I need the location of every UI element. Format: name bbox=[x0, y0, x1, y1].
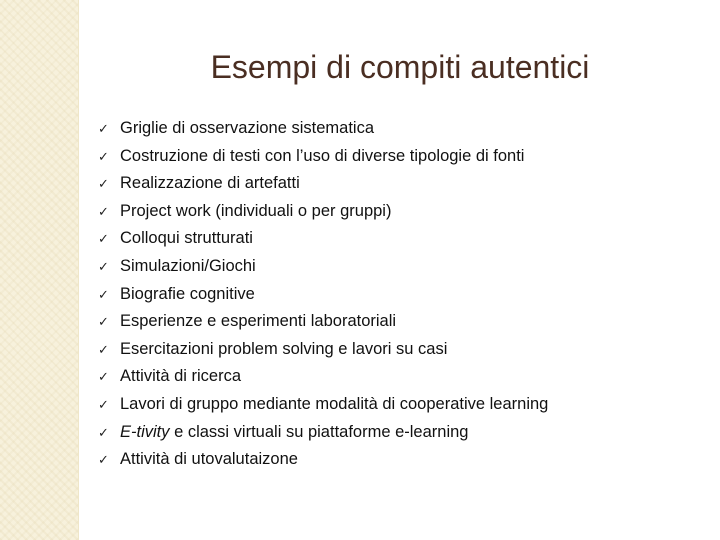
check-icon: ✓ bbox=[98, 258, 109, 274]
list-item-rest: e classi virtuali su piattaforme e-learning bbox=[169, 422, 469, 441]
slide-title: Esempi di compiti autentici bbox=[210, 49, 590, 85]
list-item bbox=[98, 308, 548, 336]
list-item bbox=[98, 198, 548, 226]
list-item bbox=[98, 115, 548, 143]
list-item-text: Attività di ricerca bbox=[120, 367, 242, 386]
list-item-text: Costruzione di testi con l’uso di diverse tipologie di fonti bbox=[120, 146, 525, 165]
check-icon: ✓ bbox=[98, 369, 109, 385]
check-icon: ✓ bbox=[98, 452, 109, 468]
list-item bbox=[98, 336, 548, 364]
list-item-text: Simulazioni/Giochi bbox=[120, 256, 256, 275]
list-item-text: Realizzazione di artefatti bbox=[120, 174, 300, 193]
check-icon: ✓ bbox=[98, 176, 109, 192]
list-item bbox=[98, 253, 548, 281]
bullet-list bbox=[98, 115, 548, 474]
list-item-text: Esperienze e esperimenti laboratoriali bbox=[120, 312, 397, 331]
list-item bbox=[98, 363, 548, 391]
check-icon: ✓ bbox=[98, 314, 109, 330]
decorative-side-band bbox=[0, 0, 79, 540]
check-icon: ✓ bbox=[98, 396, 109, 412]
list-item bbox=[98, 170, 548, 198]
list-item-text: Project work (individuali o per gruppi) bbox=[120, 201, 392, 220]
list-item-text: Colloqui strutturati bbox=[120, 229, 253, 248]
list-item bbox=[98, 143, 548, 171]
list-item-text: Griglie di osservazione sistematica bbox=[120, 119, 375, 137]
list-item-text: Esercitazioni problem solving e lavori su casi bbox=[120, 339, 448, 358]
check-icon: ✓ bbox=[98, 424, 109, 440]
check-icon: ✓ bbox=[98, 286, 109, 302]
list-item bbox=[98, 446, 548, 474]
list-item bbox=[98, 225, 548, 253]
list-item-text bbox=[120, 419, 468, 447]
list-item-text: Biografie cognitive bbox=[120, 284, 255, 303]
list-item-emphasis: E-tivity bbox=[120, 422, 170, 441]
list-item bbox=[98, 281, 548, 309]
check-icon: ✓ bbox=[98, 148, 109, 164]
check-icon: ✓ bbox=[98, 341, 109, 357]
list-item bbox=[98, 419, 548, 447]
list-item-text: Attività di utovalutaizone bbox=[120, 450, 298, 469]
list-item bbox=[98, 391, 548, 419]
check-icon: ✓ bbox=[98, 121, 109, 136]
check-icon: ✓ bbox=[98, 203, 109, 219]
check-icon: ✓ bbox=[98, 231, 109, 247]
list-item-text: Lavori di gruppo mediante modalità di cooperative learning bbox=[120, 394, 549, 413]
